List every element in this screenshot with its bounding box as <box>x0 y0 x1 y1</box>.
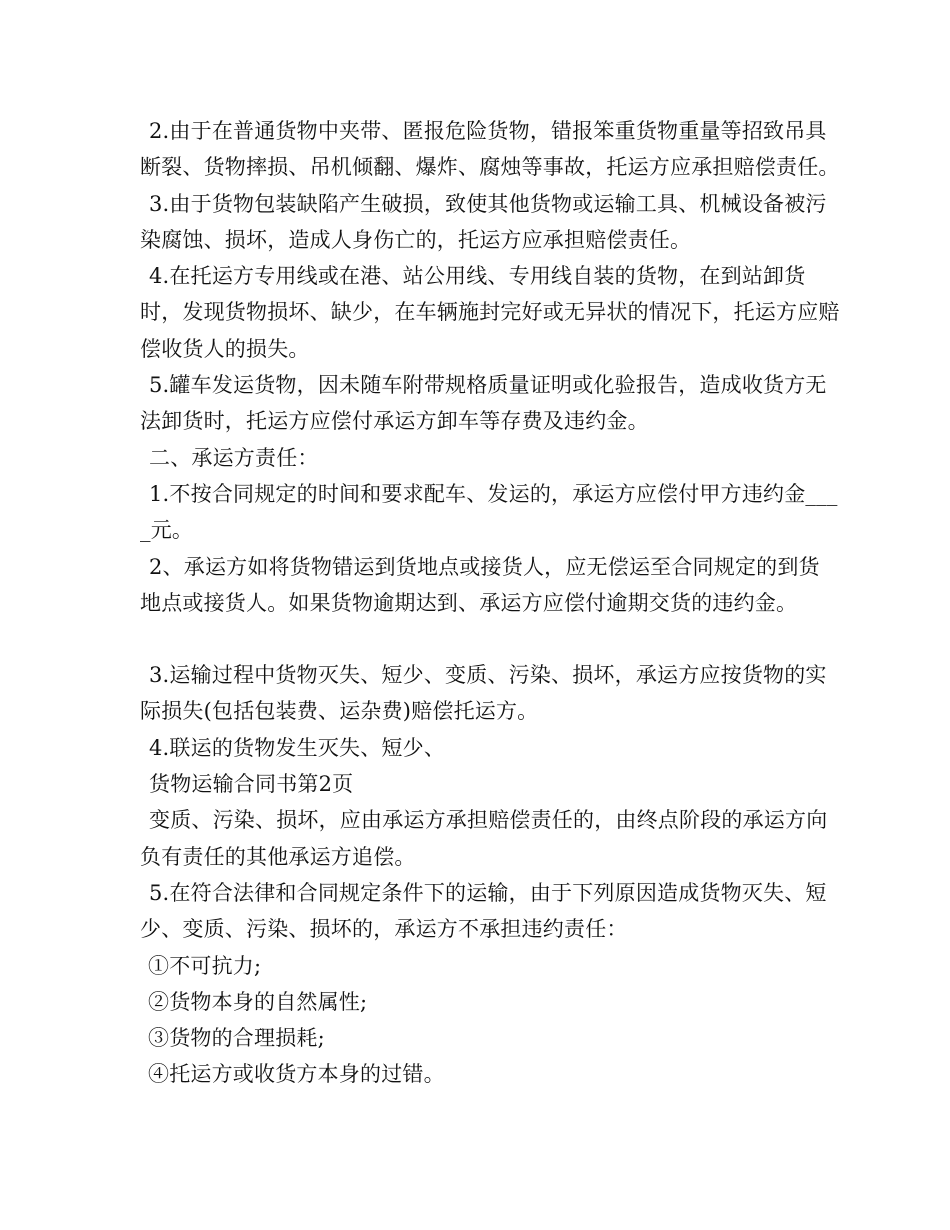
list-item-natural-attribute: ②货物本身的自然属性; <box>148 989 368 1014</box>
page-footer-label: 货物运输合同书第2页 <box>149 772 354 797</box>
document-body <box>140 113 840 1093</box>
paragraph-carrier-clause-3: 3.运输过程中货物灭失、短少、变质、污染、损坏，承运方应按货物的实际损失(包括包装费、运杂费)赔偿托运方。 <box>140 663 827 724</box>
paragraph-carrier-clause-5: 5.在符合法律和合同规定条件下的运输，由于下列原因造成货物灭失、短少、变质、污染、损坏的，承运方不承担违约责任： <box>140 880 827 942</box>
paragraph-shipper-clause-5: 5.罐车发运货物，因未随车附带规格质量证明或化验报告，造成收货方无法卸货时，托运方应偿付承运方卸车等存费及违约金。 <box>140 373 827 434</box>
paragraph-shipper-clause-2: 2.由于在普通货物中夹带、匿报危险货物，错报笨重货物重量等招致吊具断裂、货物摔损、吊机倾翻、爆炸、腐烛等事故，托运方应承担赔偿责任。 <box>140 119 840 180</box>
paragraph-carrier-clause-4-cont: 变质、污染、损坏，应由承运方承担赔偿责任的，由终点阶段的承运方向负有责任的其他承运方追偿。 <box>140 808 828 869</box>
list-item-force-majeure: ①不可抗力; <box>148 953 262 978</box>
paragraph-shipper-clause-4: 4.在托运方专用线或在港、站公用线、专用线自装的货物，在到站卸货时，发现货物损坏、缺少，在车辆施封完好或无异状的情况下，托运方应赔偿收货人的损失。 <box>140 264 840 361</box>
list-item-reasonable-loss: ③货物的合理损耗; <box>148 1026 325 1051</box>
paragraph-carrier-clause-2: 2、承运方如将货物错运到货地点或接货人，应无偿运至合同规定的到货地点或接货人。如果货物逾期达到、承运方应偿付逾期交货的违约金。 <box>140 554 820 615</box>
paragraph-carrier-clause-1: 1.不按合同规定的时间和要求配车、发运的，承运方应偿付甲方违约金____元。 <box>140 481 838 543</box>
paragraph-carrier-clause-4-start: 4.联运的货物发生灭失、短少、 <box>149 735 446 760</box>
paragraph-shipper-clause-3: 3.由于货物包装缺陷产生破损，致使其他货物或运输工具、机械设备被污染腐蚀、损坏，造成人身伤亡的，托运方应承担赔偿责任。 <box>140 191 827 252</box>
section-heading-carrier-responsibility: 二、承运方责任： <box>149 445 319 470</box>
list-item-party-fault: ④托运方或收货方本身的过错。 <box>148 1062 445 1087</box>
